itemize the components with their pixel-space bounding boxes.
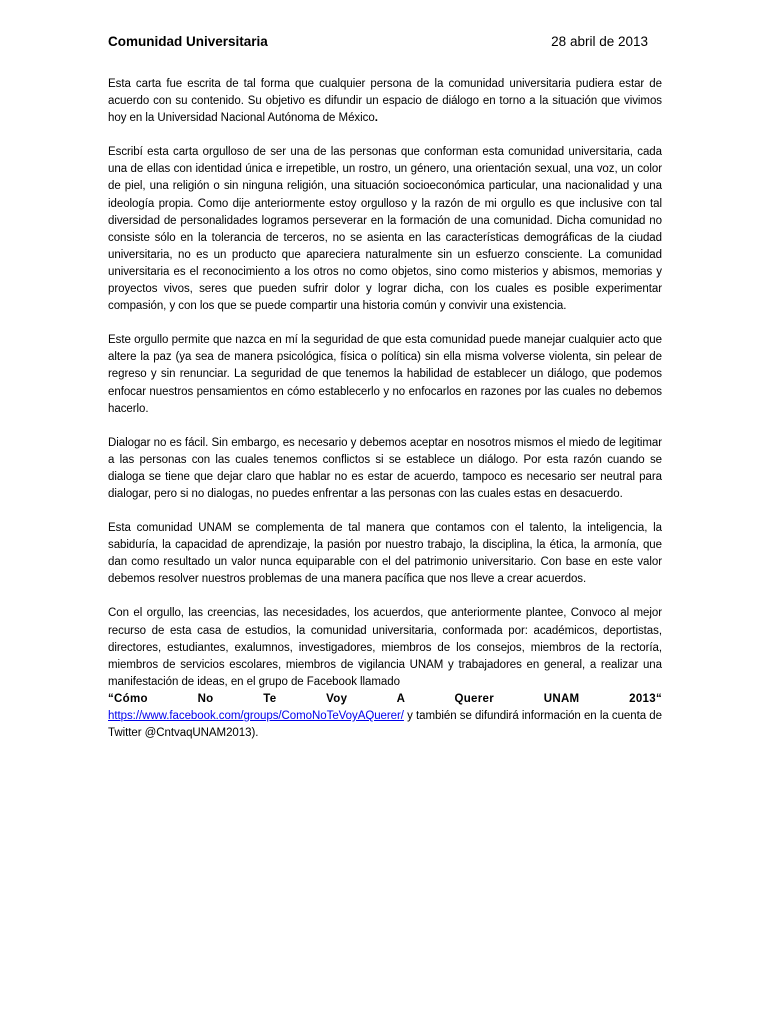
paragraph-3: Este orgullo permite que nazca en mí la seguridad de que esta comunidad puede manejar cualquier acto que altere la paz (ya sea de manera psicológica, física o política) sin ella misma volverse violenta, sin pelear de regreso y sin renunciar. La seguridad de que tenemos la habilidad de establecer un diálogo, que podemos enfocar nuestros pensamientos en cómo establecerlo y no enfocarlos en razones por las cuales no debemos hacerlo. — [108, 334, 662, 415]
facebook-group-name: “Cómo No Te Voy A Querer UNAM 2013“ — [108, 692, 662, 705]
letter-body — [108, 76, 662, 759]
paragraph-4: Dialogar no es fácil. Sin embargo, es necesario y debemos aceptar en nosotros mismos el miedo de legitimar a las personas con las cuales tenemos conflictos si se establece un diálogo. Por esta razón cuando se dialoga se tiene que dejar claro que hablar no es estar de acuerdo, tampoco es necesario ser neutral para dialogar, pero si no dialogas, no puedes enfrentar a las personas con las cuales estas en desacuerdo. — [108, 436, 662, 500]
paragraph-6-text: Con el orgullo, las creencias, las necesidades, los acuerdos, que anteriormente plantee, Convoco al mejor recurso de esta casa de estudios, la comunidad universitaria, conformada por: académicos, deportistas, directores, estudiantes, exalumnos, investigadores, miembros de los consejos, miembros de la rectoría, miembros de servicios escolares, miembros de vigilancia UNAM y trabajadores en general, a realizar una manifestación de ideas, en el grupo de Facebook llamado — [108, 607, 662, 688]
facebook-group-link[interactable]: https://www.facebook.com/groups/ComoNoTeVoyAQuerer/ — [108, 710, 404, 722]
document-header — [108, 34, 648, 56]
paragraph-5: Esta comunidad UNAM se complementa de tal manera que contamos con el talento, la inteligencia, la sabiduría, la capacidad de aprendizaje, la pasión por nuestro trabajo, la disciplina, la ética, la armonía, que dan como resultado un valor nunca equiparable con el del patrimonio universitario. Con base en este valor debemos resolver nuestros problemas de una manera pacífica que nos lleve a crear acuerdos. — [108, 522, 662, 586]
paragraph-6 — [108, 605, 662, 742]
paragraph-1-period: . — [374, 112, 378, 125]
paragraph-6-tail: y también se difundirá información en la cuenta de Twitter @CntvaqUNAM2013). — [108, 710, 662, 740]
header-date: 28 abril de 2013 — [551, 34, 648, 49]
header-title: Comunidad Universitaria — [108, 34, 268, 49]
paragraph-1 — [108, 76, 662, 127]
paragraph-1-text: Esta carta fue escrita de tal forma que cualquier persona de la comunidad universitaria pudiera estar de acuerdo con su contenido. Su objetivo es difundir un espacio de diálogo en torno a la situación que vivimos hoy en la Universidad Nacional Autónoma de México — [108, 78, 662, 125]
paragraph-2: Escribí esta carta orgulloso de ser una de las personas que conforman esta comunidad universitaria, cada una de ellas con identidad única e irrepetible, un rostro, un género, una orientación sexual, una voz, un color de piel, una religión o sin ninguna religión, una situación socioeconómica particular, una nacionalidad y una ideología propia. Como dije anteriormente estoy orgulloso y la razón de mi orgullo es que inclusive con tal diversidad de personalidades logramos perseverar en la formación de una comunidad. Dicha comunidad no consiste sólo en la tolerancia de terceros, no se asienta en las características demográficas de la ciudad universitaria, no es un producto que apareciera naturalmente sin un esfuerzo consciente. La comunidad universitaria es el reconocimiento a los otros no como objetos, sino como misterios y abismos, memorias y proyectos vivos, seres que pueden sufrir dolor y lograr dicha, con los cuales es posible experimentar compasión, y con los que se puede compartir una historia común y convivir una existencia. — [108, 146, 662, 313]
